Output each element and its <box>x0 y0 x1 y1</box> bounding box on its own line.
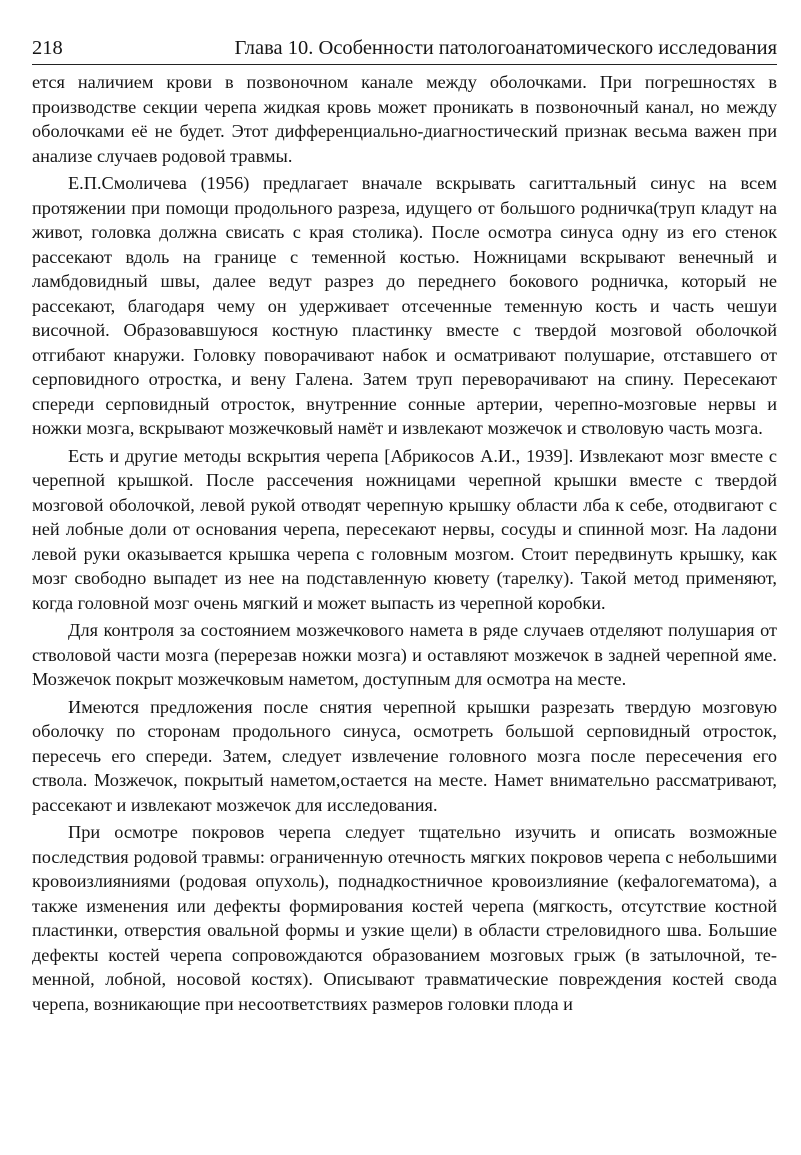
paragraph-2: Е.П.Смоличева (1956) предлагает вначале вскрывать сагиттальный синус на всем протяжении при помощи продольного разреза, идущего от большого родничка(труп кладут на живот, головка должна свисать с края столика). После осмотра синуса одну из его стенок рассекают вдоль на границе с теменной костью. Ножницами вскрывают венечный и ламбдовидный швы, далее ведут разрез до переднего бокового родничка, который не рассекают, благодаря чему он удерживает отсеченные теменную кость и часть чешуи височной. Образовавшуюся костную пластинку вместе с твердой мозговой оболочкой отгибают кнаружи. Головку поворачивают набок и осматривают полушарие, отставшего от серповидного отростка, и вену Галена. Затем труп переворачивают на спину. Пересекают спереди серповидный отросток, внутренние сонные артерии, черепно-мозговые нервы и ножки мозга, вскрывают мозжечковый намёт и извлекают мозжечок и стволовую часть мозга. <box>32 173 777 438</box>
paragraph-6: При осмотре покровов черепа следует тщательно изучить и описать возможные последствия родовой травмы: ограниченную отечность мягких покровов черепа с небольшими кровоизлияниями (родовая опухоль), поднадкостничное кровоизлияние (кефалогематома), а также изменения или дефекты формирования костей черепа (мягкость, отсутствие костной пластинки, отверстия овальной формы и узкие щели) в области стреловидного шва. Большие дефекты костей черепа сопровождаются образованием мозговых грыж (в затылочной, теменной, лобной, носовой костях). Описывают травматические повреждения костей свода черепа, возникающие при несоответствиях размеров головки плода и <box>32 822 777 1014</box>
page-body <box>32 70 777 1019</box>
page-number: 218 <box>32 37 63 59</box>
paragraph-1: ется наличием крови в позвоночном канале между оболочками. При погрешностях в производстве секции черепа жидкая кровь может проникать в позвоночный канал, но между оболочками её не будет. Этот дифференциально-диагностический признак весьма важен при анализе случаев родовой травмы. <box>32 72 777 166</box>
paragraph-3: Есть и другие методы вскрытия черепа [Абрикосов А.И., 1939]. Извлекают мозг вместе с черепной крышкой. После рассечения ножницами черепной крышки вместе с твердой мозговой оболочкой, левой рукой отводят черепную крышку области лба к себе, отодвигают с ней лобные доли от основания черепа, пересекают нервы, сосуды и спинной мозг. На ладони левой руки оказывается крышка черепа с головным мозгом. Стоит передвинуть крышку, как мозг свободно выпадет из нее на подставленную кювету (тарелку). Такой метод применяют, когда головной мозг очень мягкий и может выпасть из черепной коробки. <box>32 445 777 613</box>
running-header <box>32 34 777 65</box>
paragraph-5: Имеются предложения после снятия черепной крышки разрезать твердую мозговую оболочку по сторонам продольного синуса, осмотреть большой серповидный отросток, пересечь его спереди. Затем, следует извлечение головного мозга после пересечения его ствола. Мозжечок, покрытый наметом,остается на месте. Намет внимательно рассматривают, рассекают и извлекают мозжечок для исследования. <box>32 696 777 815</box>
paragraph-4: Для контроля за состоянием мозжечкового намета в ряде случаев отделяют полушария от стволовой части мозга (перерезав ножки мозга) и оставляют мозжечок в задней черепной яме. Мозжечок покрыт мозжечковым наметом, доступным для осмотра на месте. <box>32 620 777 689</box>
chapter-title: Глава 10. Особенности патологоанатомического исследования <box>234 37 777 59</box>
